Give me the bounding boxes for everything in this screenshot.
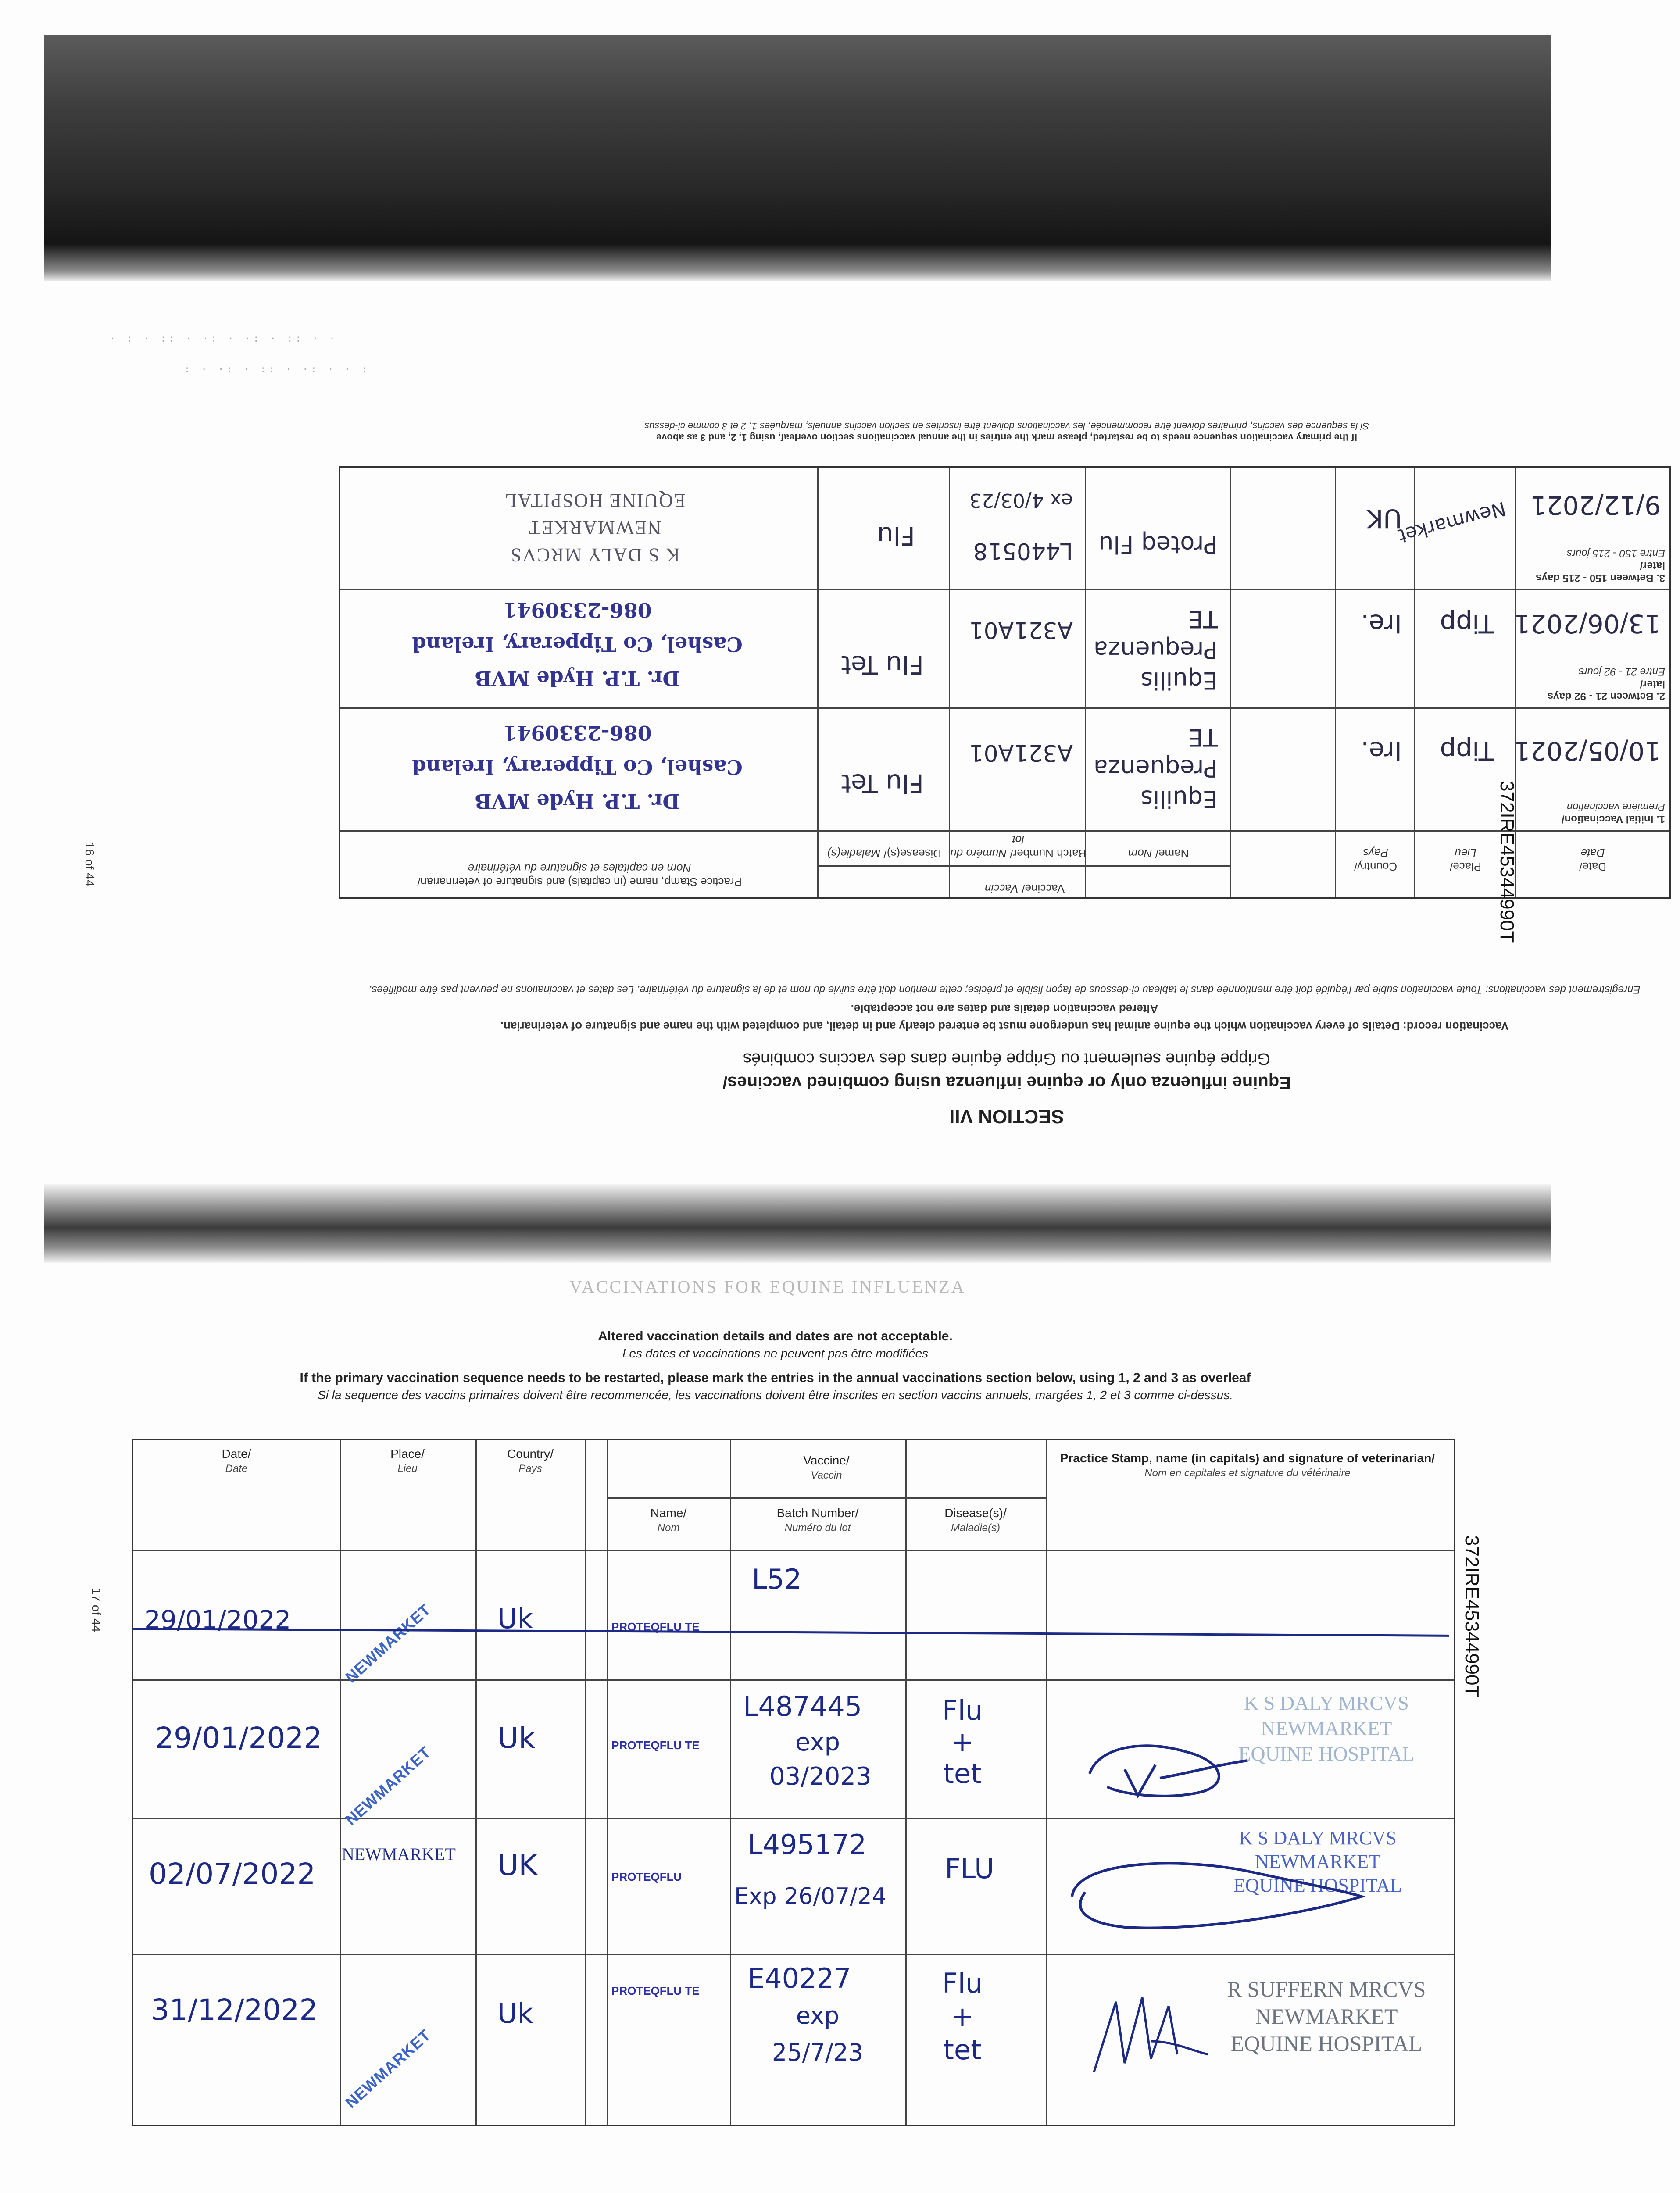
header-stamp: Practice Stamp, name (in capitals) and signature of veterinarian/ Nom en capitales et signature du vétérinaire [417,862,742,889]
vaccination-country: Uk [497,1997,533,2029]
signature [1059,1844,1366,1945]
batch-expiry: ex 4/03/23 [969,489,1073,511]
disease: Flu [877,521,915,551]
disease: Flu + tet [942,1967,983,2066]
page-number: 17 of 44 [89,1588,103,1632]
hospital-stamp: K S DALY MRCVS NEWMARKET EQUINE HOSPITAL [1233,1827,1402,1896]
place-stamp: NEWMARKET [342,1743,434,1829]
row-label: 3. Between 150 - 215 days later/ Entre 150 - 215 jours [1536,547,1665,584]
header-batch: Batch Number/ Numéro du lot [776,1506,859,1534]
header-place: Place/ Lieu [390,1447,425,1475]
vaccine-name-stamp: PROTEQFLU TE [611,1739,700,1752]
altered-notice: Altered vaccination details and dates are not acceptable. [851,1002,1158,1015]
strike-through-line [133,1628,1449,1637]
signature [1076,1975,1217,2089]
section-heading-fr: Grippe équine seulement ou Grippe équine dans des vaccins combinés [743,1050,1270,1068]
batch-number: L487445 [743,1690,862,1722]
batch-number: A321A01 [969,739,1073,766]
header-name: Name/ Nom [650,1506,687,1534]
restart-instructions: If the primary vaccination sequence needs to be restarted, please mark the entries in the annual vaccinations section overleaf, using 1, 2, and 3 as above Si la sequence des vaccins, primaires doivent être recommencée, les vaccinations doivent être inscrites en section vaccins annuels, marquées 1, 2 et 3 comme ci-dessus [644,421,1369,443]
header-name: Name/ Nom [1128,847,1189,860]
vaccination-country: Ire. [1361,609,1402,639]
place-stamp: NEWMARKET [342,1844,456,1864]
header-country: Country/ Pays [1354,846,1398,873]
vaccination-place: Tipp [1440,736,1494,766]
batch-expiry: exp 03/2023 [769,1728,872,1791]
disease: FLU [945,1853,994,1885]
vaccine-name-stamp: PROTEQFLU TE [611,1984,700,1997]
batch-expiry: exp 25/7/23 [772,2002,864,2066]
place-stamp: NEWMARKET [342,2025,434,2112]
page-number: 16 of 44 [83,842,97,887]
header-vaccine: Vaccine/ Vaccin [984,882,1065,895]
vaccination-country: Uk [497,1721,536,1755]
batch-number: L440518 [973,538,1073,564]
altered-notice-fr: Les dates et vaccinations ne peuvent pas être modifiées [622,1347,929,1360]
place-stamp: NEWMARKET [342,1600,434,1686]
header-vaccine: Vaccine/ Vaccin [803,1454,850,1481]
annual-vaccination-page [0,1272,1551,2193]
vaccination-date: 13/06/2021 [1514,609,1661,639]
scan-noise: · : · :: · ·: · ·: · :: · · [110,333,338,344]
signature [1072,1721,1256,1809]
scan-spine-band [44,1184,1551,1263]
vaccination-date: 9/12/2021 [1530,490,1661,520]
vet-stamp: K S DALY MRCVS NEWMARKET EQUINE HOSPITAL [504,490,686,566]
batch-number: L495172 [747,1829,867,1861]
section-title: SECTION VII [949,1106,1064,1127]
batch-number: A321A01 [969,617,1073,643]
vaccination-date: 29/01/2022 [155,1721,322,1755]
vaccination-date: 31/12/2022 [151,1993,318,2027]
document-id: 372IRE45344990T [1496,781,1518,943]
batch-number: E40227 [747,1962,851,1994]
header-date: Date/ Date [222,1447,251,1475]
hospital-stamp: K S DALY MRCVS NEWMARKET EQUINE HOSPITAL [1238,1692,1415,1765]
scan-noise: : · ·: · :: · ·: · · : [184,364,370,375]
row-label: 2. Between 21 - 92 days later/ Entre 21 - 92 jours [1547,666,1665,702]
vet-stamp: Dr. T.P. Hyde MVB Cashel, Co Tipperary, Ireland 086-2330941 [412,721,743,813]
record-instructions-en: Vaccination record: Details of every vaccination which the equine animal has undergone must be entered clearly and in detail, and completed with the name and signature of veterinarian. [500,1020,1509,1033]
vaccine-name: Equilis Prequenza TE [1093,605,1218,694]
restart-notice-en: If the primary vaccination sequence needs to be restarted, please mark the entries in the annual vaccinations section below, using 1, 2 and 3 as overleaf [300,1371,1251,1385]
vaccine-name-stamp: PROTEQFLU [611,1870,682,1883]
batch-number: L52 [752,1563,802,1595]
header-batch: Batch Number/ Numéro du lot [950,833,1086,860]
document-id: 372IRE45344990T [1461,1535,1483,1697]
header-stamp: Practice Stamp, name (in capitals) and signature of veterinarian/ Nom en capitales et signature du vétérinaire [1060,1451,1435,1479]
scan-shadow-band [44,35,1551,281]
vaccination-place: Newmarket [1395,497,1508,547]
primary-vaccination-table [339,466,1671,899]
header-date: Date/ Date [1579,846,1607,873]
vaccination-date: 02/07/2022 [149,1857,316,1891]
vet-stamp: Dr. T.P. Hyde MVB Cashel, Co Tipperary, Ireland 086-2330941 [412,598,743,690]
header-disease: Disease(s)/ Maladie(s) [827,847,942,860]
disease: Flu + tet [942,1694,983,1789]
header-country: Country/ Pays [507,1447,554,1475]
page-title-faint: VACCINATIONS FOR EQUINE INFLUENZA [569,1277,966,1297]
row-label: 1. Initial Vaccination/ Première vaccination [1561,801,1665,825]
vaccine-name: Proteq Flu [1098,531,1218,558]
vaccination-country: UK [497,1848,538,1882]
header-place: Place/ Lieu [1449,846,1482,873]
vaccination-country: UK [1366,504,1402,533]
vaccination-date-struck: 29/01/2022 [144,1605,291,1635]
vaccination-place: Tipp [1440,609,1494,639]
hospital-stamp: R SUFFERN MRCVS NEWMARKET EQUINE HOSPITAL [1227,1977,1426,2056]
vaccination-country: Ire. [1361,736,1402,766]
disease: Flu Tet [841,768,924,798]
annual-vaccination-table [132,1439,1455,2126]
disease: Flu Tet [841,650,924,680]
header-disease: Disease(s)/ Maladie(s) [944,1506,1007,1534]
restart-notice-fr: Si la sequence des vaccins primaires doivent être recommencée, les vaccinations doivent être inscrites en section vaccins annuels, margées 1, 2 et 3 comme ci-dessus. [318,1388,1233,1402]
vaccination-date: 10/05/2021 [1514,736,1661,766]
vaccine-name: Equilis Prequenza TE [1093,724,1218,813]
vaccine-name-stamp: PROTEQFLU TE [611,1620,700,1633]
rotated-page-content [333,382,1680,1127]
batch-expiry: Exp 26/07/24 [734,1883,886,1910]
vaccination-country: Uk [497,1603,533,1635]
altered-notice-en: Altered vaccination details and dates are not acceptable. [598,1329,953,1343]
section-heading-en: Equine influenza only or equine influenza using combined vaccines/ [722,1073,1291,1092]
record-instructions-fr: Enregistrement des vaccinations: Toute vaccination subie par l'équidé doit être mentionnée dans le tableau ci-dessous de façon lisible et précise; cette mention doit être suivie du nom et de la signature du vétérinaire. Les dates et vaccinations ne peuvent pas être modifiées. [368,984,1641,996]
